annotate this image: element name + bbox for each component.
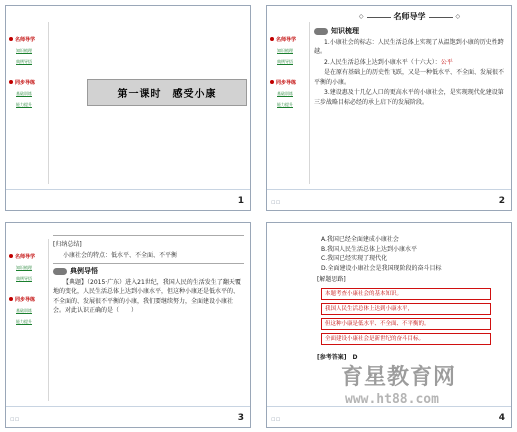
paragraph-text: 2.人民生活总体上达到小康水平（十六大）： xyxy=(324,58,441,66)
summary-box xyxy=(53,235,244,264)
banner-title: 名师导学 xyxy=(393,12,426,22)
sidebar-section-label: 名师导学 xyxy=(15,254,36,260)
paragraph: 是在原有基础上的历史性飞跃，又是一种低水平、不全面、发展很不平衡的小康。 xyxy=(314,69,505,86)
ornament-icon: ◇ xyxy=(455,13,461,21)
sidebar-link[interactable]: 知识梳理 xyxy=(277,48,293,53)
slide-content xyxy=(317,235,505,362)
analysis-line: 全面建设小康社会是新世纪的奋斗目标。 xyxy=(321,333,491,345)
sidebar-link[interactable]: 知识梳理 xyxy=(16,265,32,270)
slide-sidebar xyxy=(6,239,49,401)
slide-1[interactable] xyxy=(5,5,251,211)
sidebar-section-label: 名师导学 xyxy=(276,37,297,43)
analysis-line: 我国人民生活总体上达到小康水平， xyxy=(321,303,491,315)
subhead xyxy=(53,267,244,277)
bullet-icon xyxy=(270,37,274,41)
sidebar-link[interactable]: 基础训练 xyxy=(16,308,32,313)
option-item: D.全面建设小康社会是我国现阶段的奋斗目标 xyxy=(321,264,442,272)
answer-row xyxy=(317,353,505,363)
sidebar-link[interactable]: 基础训练 xyxy=(277,91,293,96)
sidebar-section-label: 同步导练 xyxy=(15,80,36,86)
ornament-icon: ◇ xyxy=(358,13,364,21)
divider xyxy=(6,189,250,190)
option-item: A.我国已经全面建成小康社会 xyxy=(321,236,399,243)
bullet-icon xyxy=(9,37,13,41)
banner-rule xyxy=(429,17,453,18)
analysis-title: [解题思路] xyxy=(317,276,346,283)
slide-content xyxy=(53,233,244,317)
bullet-icon xyxy=(9,297,13,301)
sidebar-section-2[interactable] xyxy=(9,79,48,86)
subhead xyxy=(314,27,505,37)
subhead-label: 典例导悟 xyxy=(70,267,98,275)
slide-number: 4 xyxy=(498,413,505,423)
sidebar-section-label: 名师导学 xyxy=(15,37,36,43)
paragraph xyxy=(314,58,505,68)
section-banner xyxy=(314,10,505,24)
watermark-title: 育星教育网 xyxy=(341,364,457,390)
paragraph: 3.建设惠及十几亿人口的更高水平的小康社会，是实现现代化建设第三步战略目标必经的承上启下的发展阶段。 xyxy=(314,89,504,106)
bullet-icon xyxy=(270,80,274,84)
slide-number: 2 xyxy=(498,196,505,206)
badge-icon xyxy=(314,28,328,35)
badge-icon xyxy=(53,268,67,275)
footer-mark: ▫▫ xyxy=(271,198,281,206)
divider xyxy=(267,189,511,190)
sidebar-section-2[interactable] xyxy=(9,296,48,303)
sidebar-link[interactable]: 能力提升 xyxy=(277,102,293,107)
sidebar-section-1[interactable] xyxy=(9,253,48,260)
sidebar-section-label: 同步导练 xyxy=(15,297,36,303)
sidebar-link[interactable]: 典例导悟 xyxy=(16,276,32,281)
summary-text: 小康社会的特点：低水平、不全面、不平衡 xyxy=(63,251,178,259)
paragraph: 1.小康社会的标志：人民生活总体上实现了从温饱到小康的历史性跨越。 xyxy=(314,38,504,55)
slide-sidebar xyxy=(6,22,49,184)
banner-rule xyxy=(367,17,391,18)
slide-2[interactable] xyxy=(266,5,512,211)
sidebar-section-1[interactable] xyxy=(270,36,309,43)
option-item: B.我国人民生活总体上达到小康水平 xyxy=(321,245,418,253)
divider xyxy=(267,406,511,407)
sidebar-link[interactable]: 知识梳理 xyxy=(16,48,32,53)
option-item: C.我国已经实现了现代化 xyxy=(321,255,388,262)
highlight-text: 公平 xyxy=(440,58,453,66)
subhead-label: 知识梳理 xyxy=(331,27,359,35)
answer-label: [参考答案] xyxy=(317,353,347,361)
sidebar-link[interactable]: 基础训练 xyxy=(16,91,32,96)
sidebar-link[interactable]: 典例导悟 xyxy=(16,59,32,64)
slide-content xyxy=(314,10,505,108)
watermark-url: www.ht88.com xyxy=(345,392,439,407)
slide-sidebar xyxy=(267,22,310,184)
slide-number: 1 xyxy=(237,196,244,206)
sidebar-link[interactable]: 能力提升 xyxy=(16,102,32,107)
sidebar-section-2[interactable] xyxy=(270,79,309,86)
slide-title: 第一课时 感受小康 xyxy=(87,79,247,106)
slide-number: 3 xyxy=(237,413,244,423)
bullet-icon xyxy=(9,80,13,84)
slide-4[interactable] xyxy=(266,222,512,428)
sidebar-link[interactable]: 能力提升 xyxy=(16,319,32,324)
bullet-icon xyxy=(9,254,13,258)
example-text: 【典题】（2015·广东）进入21世纪，我国人民的生活发生了翻天覆地的变化，人民生活总体上达到小康水平，但这种小康还是低水平的、不全面的、发展很不平衡的小康，我们要继续努力，全面建设小康社会。对此认识正确的是（ ） xyxy=(53,278,241,314)
footer-mark: ▫▫ xyxy=(271,415,281,423)
sidebar-link[interactable]: 典例导悟 xyxy=(277,59,293,64)
summary-title: [归纳总结] xyxy=(53,241,82,248)
slide-3[interactable] xyxy=(5,222,251,428)
analysis-line: 本题考查小康社会的基本知识。 xyxy=(321,288,491,300)
footer-mark: ▫▫ xyxy=(10,415,20,423)
answer-value: D xyxy=(352,353,358,361)
analysis-line: 但这种小康是低水平、不全面、不平衡的。 xyxy=(321,318,491,330)
sidebar-section-label: 同步导练 xyxy=(276,80,297,86)
sidebar-section-1[interactable] xyxy=(9,36,48,43)
divider xyxy=(6,406,250,407)
